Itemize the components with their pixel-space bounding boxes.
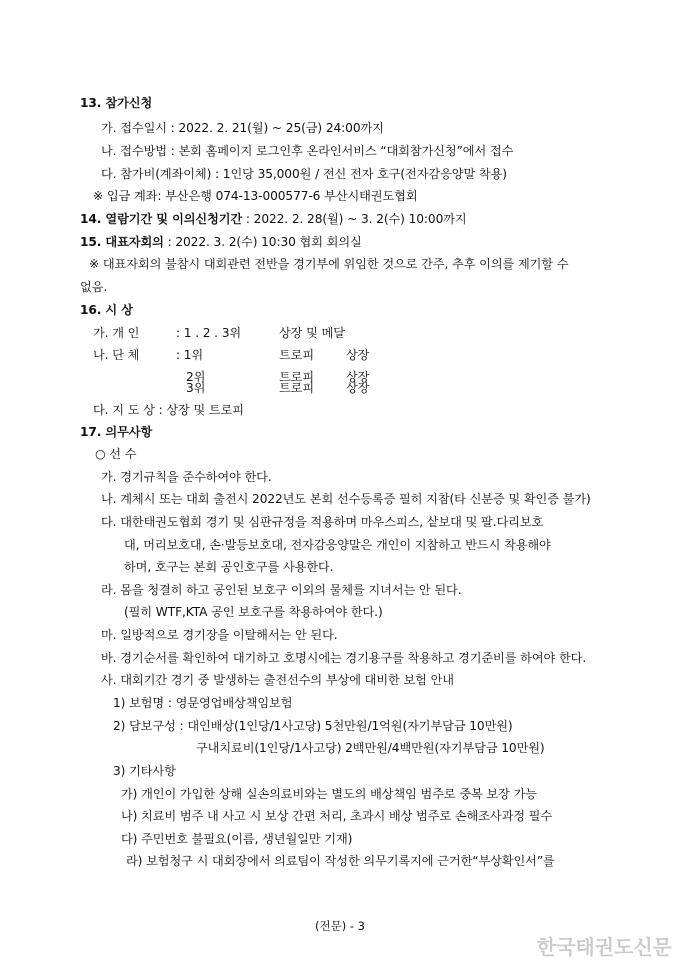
section-14-line: [80, 211, 467, 227]
duty-item-e: 마. 일방적으로 경기장을 이탈해서는 안 된다.: [101, 628, 338, 642]
award-team-rank: 3위: [186, 381, 206, 395]
insurance-other-d: 라) 보험청구 시 대회장에서 의료팀이 작성한 의무기록지에 근거한“부상확인서”를: [126, 854, 555, 868]
section-15-heading: 15. 대표자회의: [80, 235, 164, 249]
award-team-label: 나. 단 체: [93, 348, 140, 362]
section-14-text: : 2022. 2. 28(월) ~ 3. 2(수) 10:00까지: [242, 212, 467, 226]
duty-item-g: 사. 대회기간 경기 중 발생하는 출전선수의 부상에 대비한 보험 안내: [101, 673, 454, 687]
duty-item-d-line2: (필히 WTF,KTA 공인 보호구를 착용하여야 한다.): [124, 605, 383, 619]
award-team-rank: 2위: [186, 370, 206, 384]
award-team-trophy: 트로피: [279, 381, 315, 395]
award-team-trophy: 트로피: [279, 348, 315, 362]
award-team-cert: 상장: [346, 381, 370, 395]
insurance-name: 1) 보험명 : 영문영업배상책임보험: [113, 696, 293, 710]
duty-item-c-line2: 대, 머리보호대, 손·발등보호대, 전자감응양말은 개인이 지참하고 반드시 착용해야: [124, 538, 551, 552]
section-14-heading: 14. 열람기간 및 이의신청기간: [80, 212, 243, 226]
insurance-coverage-line2: 구내치료비(1인당/1사고당) 2백만원/4백만원(자기부담금 10만원): [196, 741, 545, 755]
section-13-note: ※ 입금 계좌: 부산은행 074-13-000577-6 부산시태권도협회: [93, 189, 418, 203]
section-17-subheading: ○ 선 수: [95, 447, 137, 461]
award-team-cert: 상장: [346, 348, 370, 362]
award-team-cert: 상장: [346, 370, 370, 384]
award-team-trophy: 트로피: [279, 370, 315, 384]
section-13-item-a: 가. 접수일시 : 2022. 2. 21(월) ~ 25(금) 24:00까지: [101, 121, 384, 135]
section-13-heading: 13. 참가신청: [80, 96, 153, 110]
duty-item-d-line1: 라. 몸을 청결히 하고 공인된 보호구 이외의 물체를 지녀서는 안 된다.: [101, 583, 462, 597]
award-individual-prize: 상장 및 메달: [279, 326, 345, 340]
insurance-other-heading: 3) 기타사항: [113, 764, 176, 778]
section-15-line: [80, 234, 362, 250]
insurance-other-c: 다) 주민번호 불필요(이름, 생년월일만 기재): [121, 832, 353, 846]
section-15-text: : 2022. 3. 2(수) 10:30 협회 회의실: [163, 235, 362, 249]
award-individual-rank: : 1 . 2 . 3위: [176, 326, 242, 340]
award-coach-row: 다. 지 도 상 : 상장 및 트로피: [93, 403, 244, 417]
section-15-note-line1: ※ 대표자회의 불참시 대회관련 전반을 경기부에 위임한 것으로 간주, 추후 이의를 제기할 수: [89, 257, 569, 271]
insurance-coverage-line1: 2) 담보구성 : 대인배상(1인당/1사고당) 5천만원/1억원(자기부담금 10만원): [113, 719, 513, 733]
award-individual-label: 가. 개 인: [93, 326, 140, 340]
insurance-other-b: 나) 치료비 범주 내 사고 시 보상 간편 처리, 초과시 배상 범주로 손해조사과정 필수: [121, 809, 553, 823]
insurance-other-a: 가) 개인이 가입한 상해 실손의료비와는 별도의 배상책임 범주로 중복 보장 가능: [121, 787, 537, 801]
section-16-heading: 16. 시 상: [80, 303, 133, 317]
duty-item-c-line3: 하며, 호구는 본회 공인호구를 사용한다.: [124, 560, 334, 574]
duty-item-b: 나. 계체시 또는 대회 출전시 2022년도 본회 선수등록증 필히 지참(타 신분증 및 확인증 불가): [101, 492, 591, 506]
section-17-heading: 17. 의무사항: [80, 425, 153, 439]
award-team-rank: : 1위: [176, 348, 204, 362]
page-footer: (전문) - 3: [315, 919, 365, 933]
duty-item-a: 가. 경기규칙을 준수하여야 한다.: [101, 470, 272, 484]
duty-item-c-line1: 다. 대한태권도협회 경기 및 심판규정을 적용하며 마우스피스, 샅보대 및 팔.다리보호: [101, 515, 544, 529]
watermark: 한국태권도신문: [536, 935, 672, 959]
section-15-note-line2: 없음.: [80, 280, 108, 294]
duty-item-f: 바. 경기순서를 확인하여 대기하고 호명시에는 경기용구를 착용하고 경기준비를 하여야 한다.: [101, 651, 587, 665]
section-13-item-c: 다. 참가비(계좌이체) : 1인당 35,000원 / 전신 전자 호구(전자감응양말 착용): [101, 167, 507, 181]
section-13-item-b: 나. 접수방법 : 본회 홈페이지 로그인후 온라인서비스 “대회참가신청”에서 접수: [101, 144, 514, 158]
